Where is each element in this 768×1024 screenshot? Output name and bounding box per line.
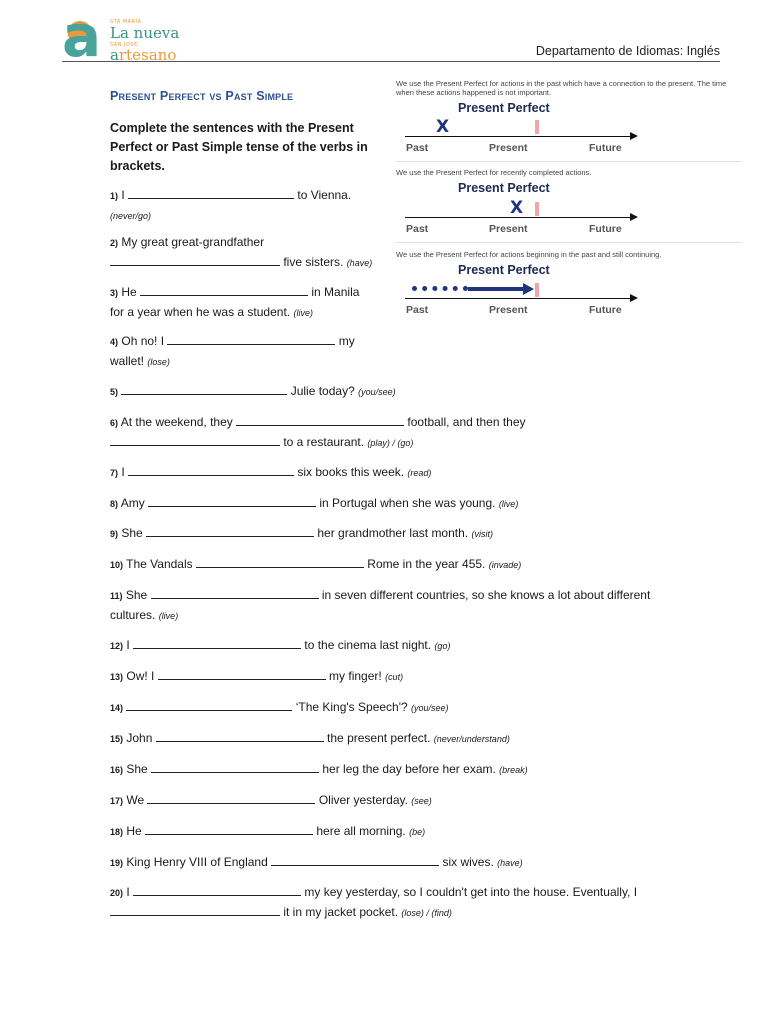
instructions: Complete the sentences with the Present Perfect or Past Simple tense of the verbs in brackets. <box>110 121 368 173</box>
exercise-1: 1) I to Vienna. (never/go) <box>110 188 352 221</box>
answer-blank[interactable] <box>110 904 280 916</box>
answer-blank[interactable] <box>128 187 294 199</box>
diagram-3 <box>396 250 742 322</box>
arrow-right-icon <box>630 132 638 140</box>
worksheet-title: Present Perfect vs Past Simple <box>110 89 294 103</box>
answer-blank[interactable] <box>126 699 292 711</box>
answer-blank[interactable] <box>236 414 404 426</box>
blue-arrow-right-icon <box>523 283 534 295</box>
exercise-14: 14) ‘The King's Speech'? (you/see) <box>110 700 449 714</box>
exercise-20: 20) I my key yesterday, so I couldn't get into the house. Eventually, I it in my jacket pocket. (lose) / (find) <box>110 885 638 919</box>
answer-blank[interactable] <box>133 637 301 649</box>
exercise-11: 11) She in seven different countries, so she knows a lot about different cultures. (live) <box>110 588 651 622</box>
continuing-arrow <box>468 287 524 291</box>
label-future: Future <box>589 223 622 235</box>
answer-blank[interactable] <box>151 761 319 773</box>
answer-blank[interactable] <box>156 730 324 742</box>
exercise-8: 8) Amy in Portugal when she was young. (live) <box>110 496 519 510</box>
answer-blank[interactable] <box>128 464 294 476</box>
label-present: Present <box>489 223 528 235</box>
diagram-title: Present Perfect <box>458 181 550 195</box>
answer-blank[interactable] <box>148 495 316 507</box>
diagram-divider <box>396 161 742 162</box>
answer-blank[interactable] <box>110 254 280 266</box>
header-divider <box>62 61 720 62</box>
diagram-1 <box>396 79 742 163</box>
timeline-axis <box>405 136 635 137</box>
answer-blank[interactable] <box>121 383 287 395</box>
diagram-title: Present Perfect <box>458 263 550 277</box>
present-marker <box>535 283 539 297</box>
arrow-right-icon <box>630 294 638 302</box>
continuing-dashes <box>412 286 468 296</box>
diagram-note: We use the Present Perfect for recently completed actions. <box>396 168 592 177</box>
exercise-16: 16) She her leg the day before her exam. (break) <box>110 762 528 776</box>
answer-blank[interactable] <box>110 434 280 446</box>
exercise-9: 9) She her grandmother last month. (visit) <box>110 526 493 540</box>
exercise-7: 7) I six books this week. (read) <box>110 465 432 479</box>
diagram-note: We use the Present Perfect for actions beginning in the past and still continuing. <box>396 250 662 259</box>
exercise-19: 19) King Henry VIII of England six wives. (have) <box>110 855 523 869</box>
exercise-6: 6) At the weekend, they football, and then they to a restaurant. (play) / (go) <box>110 415 526 449</box>
diagram-2 <box>396 168 742 246</box>
label-future: Future <box>589 304 622 316</box>
exercise-12: 12) I to the cinema last night. (go) <box>110 638 451 652</box>
label-past: Past <box>406 223 429 235</box>
answer-blank[interactable] <box>133 884 301 896</box>
exercise-17: 17) We Oliver yesterday. (see) <box>110 793 432 807</box>
label-present: Present <box>489 304 528 316</box>
exercise-4: 4) Oh no! I my wallet! (lose) <box>110 334 355 368</box>
arrow-right-icon <box>630 213 638 221</box>
timeline-axis <box>405 298 635 299</box>
logo-line-1: STA MARÍA <box>110 19 142 25</box>
x-marker-icon: X <box>436 117 450 137</box>
exercise-13: 13) Ow! I my finger! (cut) <box>110 669 404 683</box>
exercise-18: 18) He here all morning. (be) <box>110 824 426 838</box>
logo-letter-icon: a <box>62 2 102 70</box>
logo-line-4: artesano <box>110 46 177 64</box>
label-past: Past <box>406 142 429 154</box>
answer-blank[interactable] <box>158 668 326 680</box>
exercise-5: 5) Julie today? (you/see) <box>110 384 396 398</box>
answer-blank[interactable] <box>147 792 315 804</box>
exercise-2: 2) My great great-grandfather five sisters. (have) <box>110 235 373 269</box>
present-marker <box>535 120 539 134</box>
answer-blank[interactable] <box>151 587 319 599</box>
exercise-15: 15) John the present perfect. (never/understand) <box>110 731 510 745</box>
exercise-3: 3) He in Manila for a year when he was a student. (live) <box>110 285 360 319</box>
diagram-divider <box>396 242 742 243</box>
answer-blank[interactable] <box>145 823 313 835</box>
exercise-10: 10) The Vandals Rome in the year 455. (invade) <box>110 557 522 571</box>
diagram-note: We use the Present Perfect for actions in the past which have a connection to the present. The time when these actions happened is not important. <box>396 79 727 97</box>
label-present: Present <box>489 142 528 154</box>
logo-line-3: SAN JOSÉ <box>110 42 138 48</box>
department-label: Departamento de Idiomas: Inglés <box>535 44 720 58</box>
diagram-title: Present Perfect <box>458 101 550 115</box>
label-future: Future <box>589 142 622 154</box>
answer-blank[interactable] <box>146 525 314 537</box>
present-marker <box>535 202 539 216</box>
answer-blank[interactable] <box>271 854 439 866</box>
timeline-axis <box>405 217 635 218</box>
answer-blank[interactable] <box>140 284 308 296</box>
answer-blank[interactable] <box>167 333 335 345</box>
label-past: Past <box>406 304 429 316</box>
x-marker-icon: X <box>510 198 524 218</box>
logo-line-2: La nueva <box>110 24 180 42</box>
answer-blank[interactable] <box>196 556 364 568</box>
